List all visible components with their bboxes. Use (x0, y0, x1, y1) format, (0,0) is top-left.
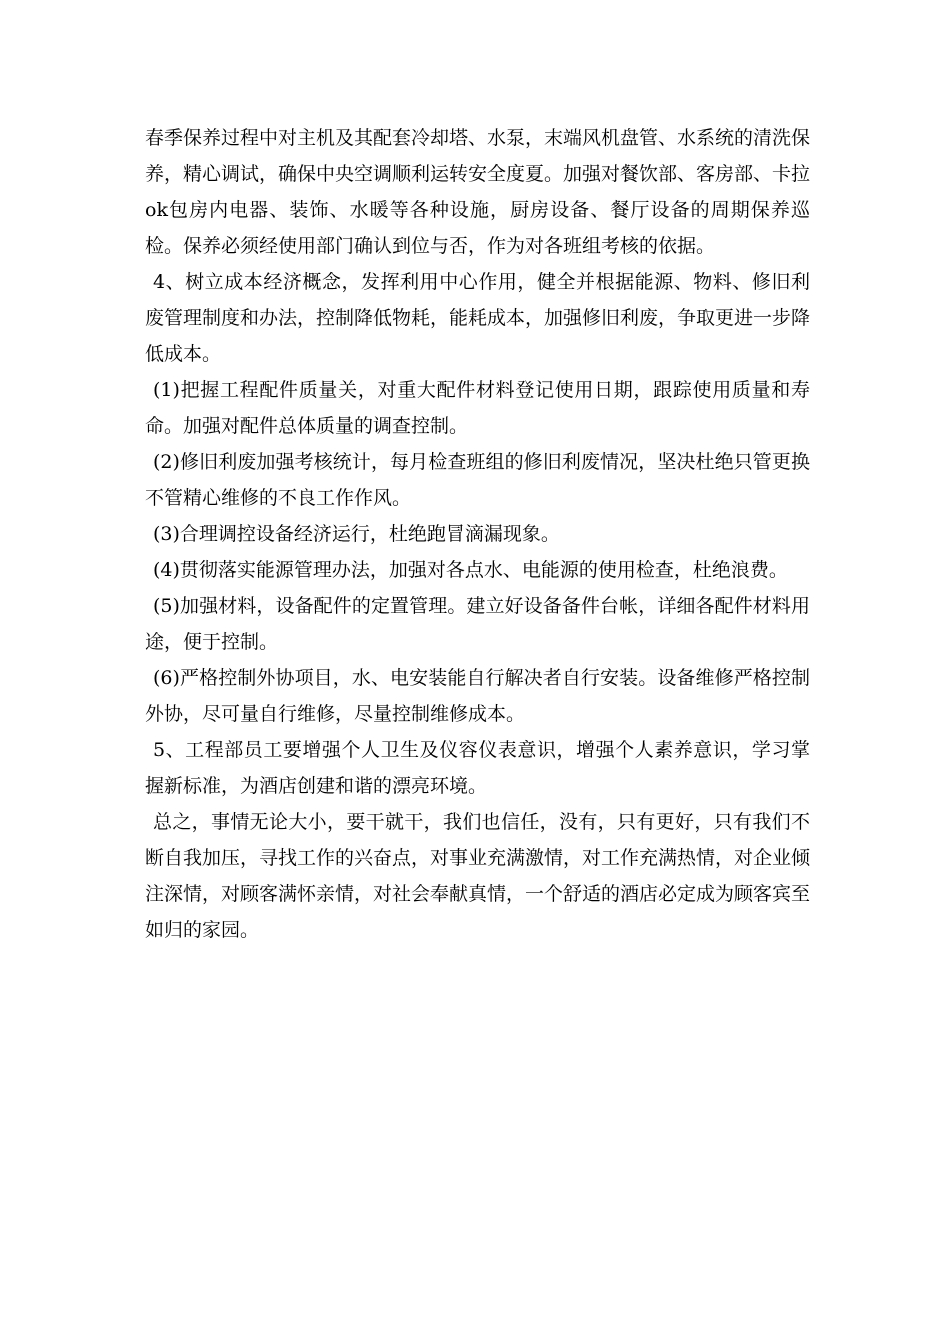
paragraph-item-3: (3)合理调控设备经济运行，杜绝跑冒滴漏现象。 (153, 523, 560, 545)
paragraph-maintenance: 春季保养过程中对主机及其配套冷却塔、水泵，末端风机盘管、水系统的清洗保养，精心调试，确保中央空调顺利运转安全度夏。加强对餐饮部、客房部、卡拉ok包房内电器、装饰、水暖等各种设施，厨房设备、餐厅设备的周期保养巡检。保养必须经使用部门确认到位与否，作为对各班组考核的依据。 (145, 127, 811, 257)
document-body (145, 120, 810, 948)
paragraph-conclusion: 总之，事情无论大小，要干就干，我们也信任，没有，只有更好，只有我们不断自我加压，寻找工作的兴奋点，对事业充满激情，对工作充满热情，对企业倾注深情，对顾客满怀亲情，对社会奉献真情，一个舒适的酒店必定成为顾客宾至如归的家园。 (145, 811, 811, 941)
paragraph-item-2: (2)修旧利废加强考核统计，每月检查班组的修旧利废情况，坚决杜绝只管更换不管精心维修的不良工作作风。 (145, 451, 810, 509)
paragraph-item-1: (1)把握工程配件质量关，对重大配件材料登记使用日期，跟踪使用质量和寿命。加强对配件总体质量的调查控制。 (145, 379, 810, 437)
paragraph-cost-concept: 4、树立成本经济概念，发挥利用中心作用，健全并根据能源、物料、修旧利废管理制度和办法，控制降低物耗，能耗成本，加强修旧利废，争取更进一步降低成本。 (145, 271, 811, 365)
paragraph-item-4: (4)贯彻落实能源管理办法，加强对各点水、电能源的使用检查，杜绝浪费。 (153, 559, 788, 581)
paragraph-item-5: (5)加强材料，设备配件的定置管理。建立好设备备件台帐，详细各配件材料用途，便于控制。 (145, 595, 810, 653)
paragraph-staff-awareness: 5、工程部员工要增强个人卫生及仪容仪表意识，增强个人素养意识，学习掌握新标准，为酒店创建和谐的漂亮环境。 (145, 739, 810, 797)
paragraph-item-6: (6)严格控制外协项目，水、电安装能自行解决者自行安装。设备维修严格控制外协，尽可量自行维修，尽量控制维修成本。 (145, 667, 810, 725)
